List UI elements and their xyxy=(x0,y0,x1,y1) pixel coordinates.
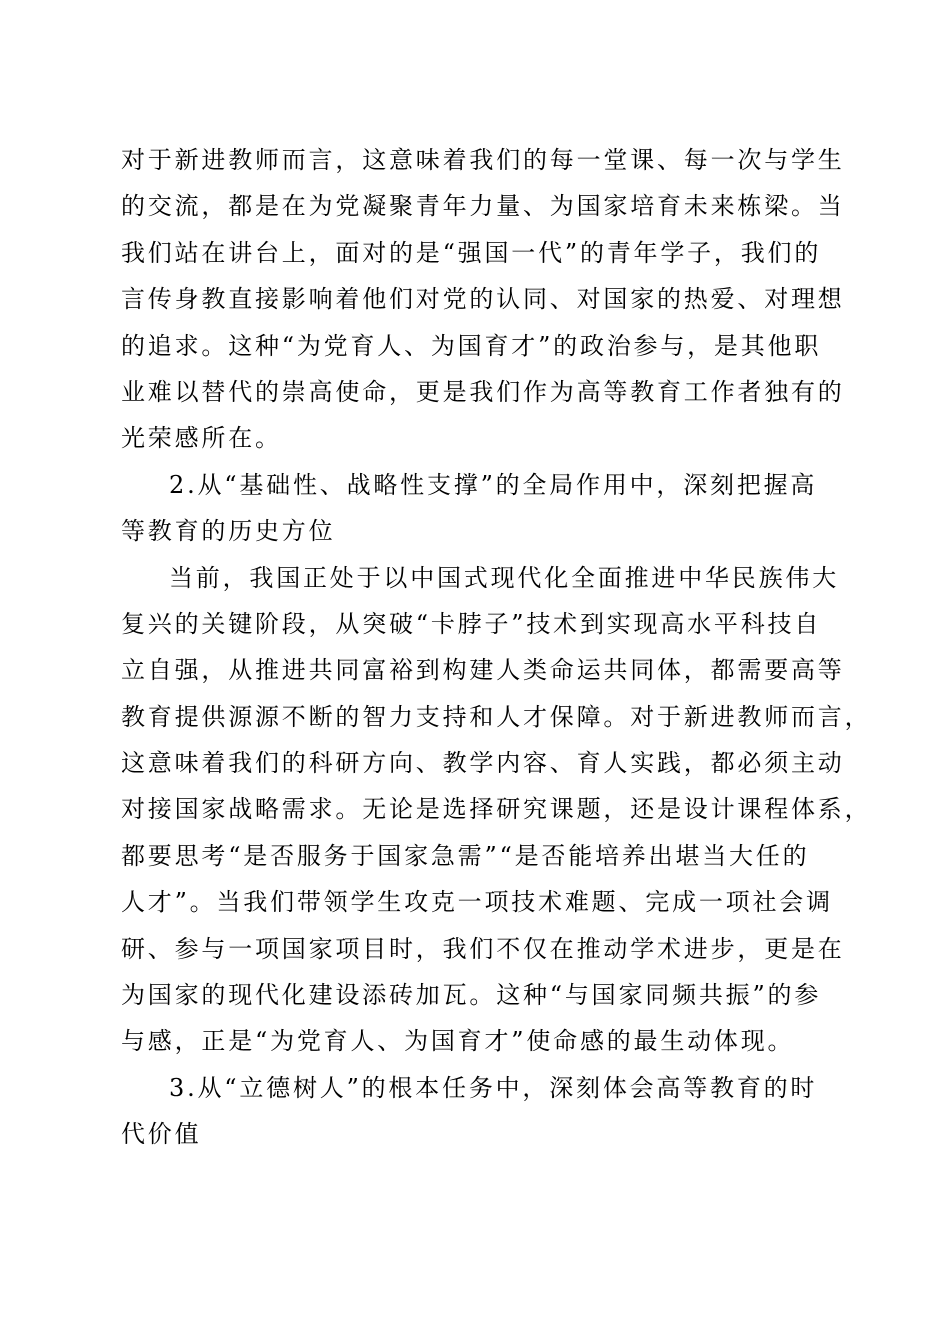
paragraph-1 xyxy=(121,137,845,462)
text-line: 与感，正是“为党育人、为国育才”使命感的最生动体现。 xyxy=(121,1027,795,1056)
text-line: 我们站在讲台上，面对的是“强国一代”的青年学子，我们的 xyxy=(121,238,822,267)
document-page xyxy=(121,137,872,1158)
text-line: 业难以替代的崇高使命，更是我们作为高等教育工作者独有的 xyxy=(121,377,845,406)
section-heading-3 xyxy=(121,1065,829,1158)
text-line: 光荣感所在。 xyxy=(121,424,282,453)
text-line: 立自强，从推进共同富裕到构建人类命运共同体，都需要高等 xyxy=(121,656,845,685)
text-line: 的交流，都是在为党凝聚青年力量、为国家培育未来栋梁。当 xyxy=(121,192,845,221)
heading-line: 2.从“基础性、战略性支撑”的全局作用中，深刻把握高 xyxy=(169,470,818,499)
heading-line: 等教育的历史方位 xyxy=(121,517,336,546)
text-line: 为国家的现代化建设添砖加瓦。这种“与国家同频共振”的参 xyxy=(121,981,822,1010)
paragraph-2 xyxy=(121,555,872,1065)
text-line: 复兴的关键阶段，从突破“卡脖子”技术到实现高水平科技自 xyxy=(121,609,822,638)
text-line: 教育提供源源不断的智力支持和人才保障。对于新进教师而言， xyxy=(121,702,872,731)
text-line: 研、参与一项国家项目时，我们不仅在推动学术进步，更是在 xyxy=(121,934,845,963)
heading-line: 代价值 xyxy=(121,1120,202,1149)
text-line: 对接国家战略需求。无论是选择研究课题，还是设计课程体系， xyxy=(121,795,872,824)
text-line: 对于新进教师而言，这意味着我们的每一堂课、每一次与学生 xyxy=(121,146,845,174)
text-line: 都要思考“是否服务于国家急需”“是否能培养出堪当大任的 xyxy=(121,841,810,870)
text-line: 这意味着我们的科研方向、教学内容、育人实践，都必须主动 xyxy=(121,749,845,778)
text-line: 的追求。这种“为党育人、为国育才”的政治参与，是其他职 xyxy=(121,331,822,360)
text-line: 当前，我国正处于以中国式现代化全面推进中华民族伟大 xyxy=(169,563,839,592)
text-line: 言传身教直接影响着他们对党的认同、对国家的热爱、对理想 xyxy=(121,285,845,314)
section-heading-2 xyxy=(121,462,829,555)
heading-line: 3.从“立德树人”的根本任务中，深刻体会高等教育的时 xyxy=(169,1073,818,1102)
text-line: 人才”。当我们带领学生攻克一项技术难题、完成一项社会调 xyxy=(121,888,833,917)
